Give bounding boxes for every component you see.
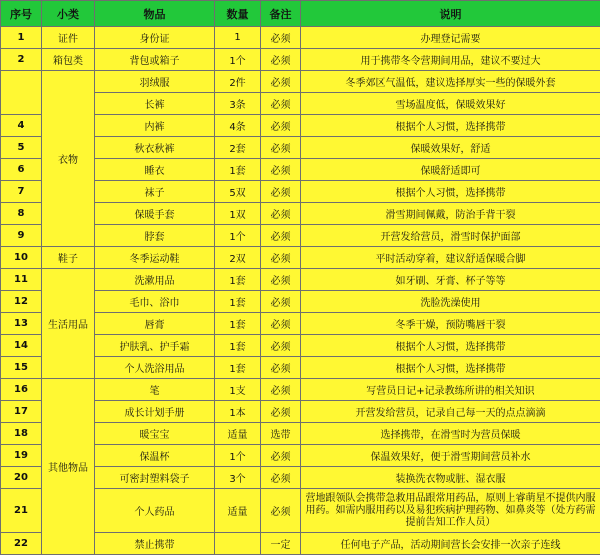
row-note: 必须: [261, 313, 301, 335]
row-item: 羽绒服: [95, 71, 215, 93]
row-item: 禁止携带: [95, 533, 215, 555]
row-note: 必须: [261, 357, 301, 379]
row-seq: 21: [1, 489, 42, 533]
row-description: 保温效果好，便于滑雪期间营员补水: [301, 445, 600, 467]
header-quantity: 数量: [215, 1, 261, 27]
row-seq: 20: [1, 467, 42, 489]
row-note: 必须: [261, 137, 301, 159]
row-seq: [1, 71, 42, 115]
row-note: 必须: [261, 247, 301, 269]
row-quantity: 1套: [215, 313, 261, 335]
row-note: 必须: [261, 445, 301, 467]
row-description: 保暖舒适即可: [301, 159, 600, 181]
row-category: 其他物品: [42, 379, 95, 555]
header-seq: 序号: [1, 1, 42, 27]
row-item: 袜子: [95, 181, 215, 203]
row-note: 必须: [261, 291, 301, 313]
header-item: 物品: [95, 1, 215, 27]
row-note: 必须: [261, 159, 301, 181]
row-item: 保温杯: [95, 445, 215, 467]
row-quantity: 1套: [215, 291, 261, 313]
row-note: 必须: [261, 71, 301, 93]
row-seq: 22: [1, 533, 42, 555]
row-category: 衣物: [42, 71, 95, 247]
row-quantity: 2套: [215, 137, 261, 159]
header-description: 说明: [301, 1, 600, 27]
row-note: 必须: [261, 489, 301, 533]
row-quantity: 3条: [215, 93, 261, 115]
row-seq: 17: [1, 401, 42, 423]
row-category: 生活用品: [42, 269, 95, 379]
row-seq: 10: [1, 247, 42, 269]
row-seq: 14: [1, 335, 42, 357]
row-quantity: [215, 533, 261, 555]
table-row: [1, 49, 600, 71]
row-description: 办理登记需要: [301, 27, 600, 49]
row-quantity: 5双: [215, 181, 261, 203]
row-description: 洗脸洗澡使用: [301, 291, 600, 313]
row-item: 睡衣: [95, 159, 215, 181]
row-seq: 1: [1, 27, 42, 49]
row-description: 如牙刷、牙膏、杯子等等: [301, 269, 600, 291]
row-item: 毛巾、浴巾: [95, 291, 215, 313]
header-category: 小类: [42, 1, 95, 27]
row-note: 选带: [261, 423, 301, 445]
row-description: 冬季郊区气温低，建议选择厚实一些的保暖外套: [301, 71, 600, 93]
row-description: 选择携带，在滑雪时为营员保暖: [301, 423, 600, 445]
row-item: 长裤: [95, 93, 215, 115]
header-row: [1, 1, 600, 27]
row-quantity: 1个: [215, 49, 261, 71]
row-description: 任何电子产品，活动期间营长会安排一次亲子连线: [301, 533, 600, 555]
row-seq: 12: [1, 291, 42, 313]
row-note: 一定: [261, 533, 301, 555]
row-description: 根据个人习惯，选择携带: [301, 357, 600, 379]
row-description: 装换洗衣物或脏、湿衣服: [301, 467, 600, 489]
row-seq: 9: [1, 225, 42, 247]
row-seq: 7: [1, 181, 42, 203]
row-seq: 11: [1, 269, 42, 291]
row-quantity: 适量: [215, 489, 261, 533]
row-note: 必须: [261, 379, 301, 401]
table-row: [1, 379, 600, 401]
row-item: 个人药品: [95, 489, 215, 533]
row-note: 必须: [261, 467, 301, 489]
row-quantity: 1个: [215, 225, 261, 247]
row-seq: 19: [1, 445, 42, 467]
row-quantity: 1套: [215, 335, 261, 357]
row-quantity: 1: [215, 27, 261, 49]
row-item: 护肤乳、护手霜: [95, 335, 215, 357]
row-item: 内裤: [95, 115, 215, 137]
row-description: 雪场温度低，保暖效果好: [301, 93, 600, 115]
row-item: 身份证: [95, 27, 215, 49]
row-quantity: 4条: [215, 115, 261, 137]
row-description: 根据个人习惯，选择携带: [301, 181, 600, 203]
row-seq: 18: [1, 423, 42, 445]
row-description: 滑雪期间佩戴，防治手背干裂: [301, 203, 600, 225]
row-item: 笔: [95, 379, 215, 401]
row-item: 保暖手套: [95, 203, 215, 225]
row-quantity: 2件: [215, 71, 261, 93]
row-note: 必须: [261, 49, 301, 71]
row-category: 鞋子: [42, 247, 95, 269]
table-row: [1, 247, 600, 269]
row-quantity: 3个: [215, 467, 261, 489]
row-note: 必须: [261, 115, 301, 137]
row-quantity: 1套: [215, 269, 261, 291]
row-note: 必须: [261, 335, 301, 357]
row-item: 可密封塑料袋子: [95, 467, 215, 489]
row-description: 营地跟领队会携带急救用品跟常用药品，原则上睿萌星不提供内服用药。如需内服用药以及易犯疾病护理药物、如鼻炎等（处方药需提前告知工作人员）: [301, 489, 600, 533]
row-quantity: 适量: [215, 423, 261, 445]
row-description: 用于携带冬令营期间用品，建议不要过大: [301, 49, 600, 71]
table-row: [1, 71, 600, 93]
row-seq: 5: [1, 137, 42, 159]
row-description: 平时活动穿着，建议舒适保暖合脚: [301, 247, 600, 269]
row-note: 必须: [261, 401, 301, 423]
row-quantity: 1个: [215, 445, 261, 467]
row-description: 写营员日记+记录教练所讲的相关知识: [301, 379, 600, 401]
row-category: 证件: [42, 27, 95, 49]
row-note: 必须: [261, 269, 301, 291]
row-note: 必须: [261, 27, 301, 49]
row-quantity: 1本: [215, 401, 261, 423]
row-seq: 2: [1, 49, 42, 71]
row-seq: 15: [1, 357, 42, 379]
row-seq: 13: [1, 313, 42, 335]
row-item: 秋衣秋裤: [95, 137, 215, 159]
table-row: [1, 269, 600, 291]
row-item: 背包或箱子: [95, 49, 215, 71]
row-description: 保暖效果好，舒适: [301, 137, 600, 159]
row-quantity: 1支: [215, 379, 261, 401]
row-category: 箱包类: [42, 49, 95, 71]
row-item: 成长计划手册: [95, 401, 215, 423]
row-item: 洗漱用品: [95, 269, 215, 291]
header-note: 备注: [261, 1, 301, 27]
row-quantity: 2双: [215, 247, 261, 269]
row-item: 脖套: [95, 225, 215, 247]
row-description: 开营发给营员，滑雪时保护面部: [301, 225, 600, 247]
row-description: 开营发给营员，记录自己每一天的点点滴滴: [301, 401, 600, 423]
row-description: 根据个人习惯，选择携带: [301, 115, 600, 137]
row-seq: 16: [1, 379, 42, 401]
table-row: [1, 27, 600, 49]
row-seq: 6: [1, 159, 42, 181]
row-quantity: 1双: [215, 203, 261, 225]
row-note: 必须: [261, 203, 301, 225]
row-item: 个人洗浴用品: [95, 357, 215, 379]
row-seq: 4: [1, 115, 42, 137]
row-item: 冬季运动鞋: [95, 247, 215, 269]
row-seq: 8: [1, 203, 42, 225]
row-note: 必须: [261, 93, 301, 115]
row-note: 必须: [261, 181, 301, 203]
row-item: 暖宝宝: [95, 423, 215, 445]
row-quantity: 1套: [215, 159, 261, 181]
row-note: 必须: [261, 225, 301, 247]
row-item: 唇膏: [95, 313, 215, 335]
row-description: 冬季干燥，预防嘴唇干裂: [301, 313, 600, 335]
row-description: 根据个人习惯，选择携带: [301, 335, 600, 357]
row-quantity: 1套: [215, 357, 261, 379]
